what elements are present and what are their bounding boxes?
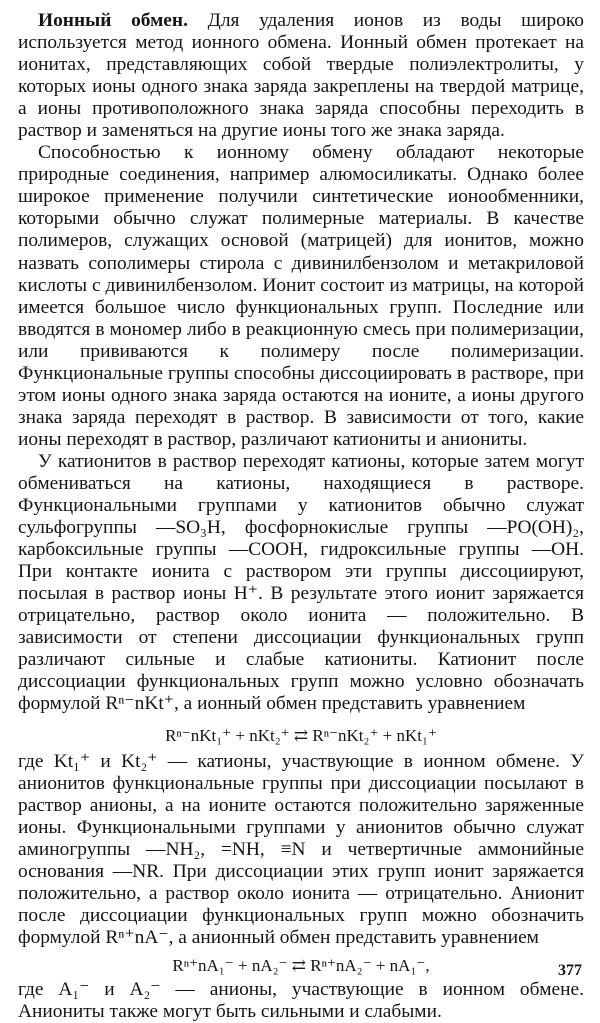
anion-exchange-equation: Rⁿ⁺nA₁⁻ + nA₂⁻ ⇄ Rⁿ⁺nA₂⁻ + nA₁⁻,	[172, 955, 430, 975]
paragraph-ion-exchange	[18, 10, 584, 142]
paragraph-cationites: У катионитов в раствор переходят катионы, которые затем могут обмениваться на катионы, находящиеся в растворе. Функциональными группами у катионитов обычно служат сульфогруппы —SO₃H, фосфорнокислые группы —PO(OH)₂, карбоксильные группы —COOH, гидроксильные группы —OH. При контакте ионита с раствором эти группы диссоциируют, посылая в раствор ионы H⁺. В результате этого ионит заряжается отрицательно, раствор около ионита — положительно. В зависимости от степени диссоциации функциональных групп различают сильные и слабые катиониты. Катионит после диссоциации функциональных групп можно условно обозначать формулой Rⁿ⁻nKt⁺, а ионный обмен представить уравнением	[18, 450, 584, 715]
paragraph-anionites: где Kt₁⁺ и Kt₂⁺ — катионы, участвующие в ионном обмене. У анионитов функциональные группы при диссоциации посылают в раствор анионы, а на ионите остаются положительно заряженные ионы. Функциональными группами у анионитов обычно служат аминогруппы —NH₂, =NH, ≡N и четвертичные аммонийные основания —NR. При диссоциации этих групп ионит заряжается положительно, а раствор около ионита — отрицательно. Анионит после диссоциации функциональных групп можно обозначить формулой Rⁿ⁺nA⁻, а анионный обмен представить уравнением	[18, 750, 584, 948]
paragraph-ion-exchangers: Способностью к ионному обмену обладают некоторые природные соединения, например алюмосиликаты. Однако более широкое применение получили синтетические ионообменники, которыми обычно служат полимерные материалы. В качестве полимеров, служащих основой (матрицей) для ионитов, можно назвать сополимеры стирола с дивинилбензолом и метакриловой кислоты с дивинилбензолом. Ионит состоит из матрицы, на которой имеется большое число функциональных групп. Последние или вводятся в мономер либо в реакционную смесь при полимеризации, или прививаются к полимеру после полимеризации. Функциональные группы способны диссоциировать в растворе, при этом ионы одного знака заряда остаются на ионите, а ионы другого знака заряда переходят в раствор. В зависимости от того, какие ионы переходят в раствор, различают катиониты и аниониты.	[18, 142, 584, 450]
page-number: 377	[558, 962, 582, 979]
section-heading: Ионный обмен.	[38, 10, 188, 31]
paragraph-text: Для удаления ионов из воды широко используется метод ионного обмена. Ионный обмен протекает на ионитах, представляющих собой твердые полиэлектролиты, у которых ионы одного знака заряда закреплены на твердой матрице, а ионы противоположного знака заряда способны переходить в раствор и заменяться на другие ионы того же знака заряда.	[18, 10, 584, 142]
body-text	[18, 10, 584, 1023]
cation-exchange-equation: Rⁿ⁻nKt₁⁺ + nKt₂⁺ ⇄ Rⁿ⁻nKt₂⁺ + nKt₁⁺	[165, 725, 437, 745]
paragraph-anionites-strength: где A₁⁻ и A₂⁻ — анионы, участвующие в ионном обмене. Аниониты также могут быть сильными и слабыми.	[18, 978, 584, 1022]
